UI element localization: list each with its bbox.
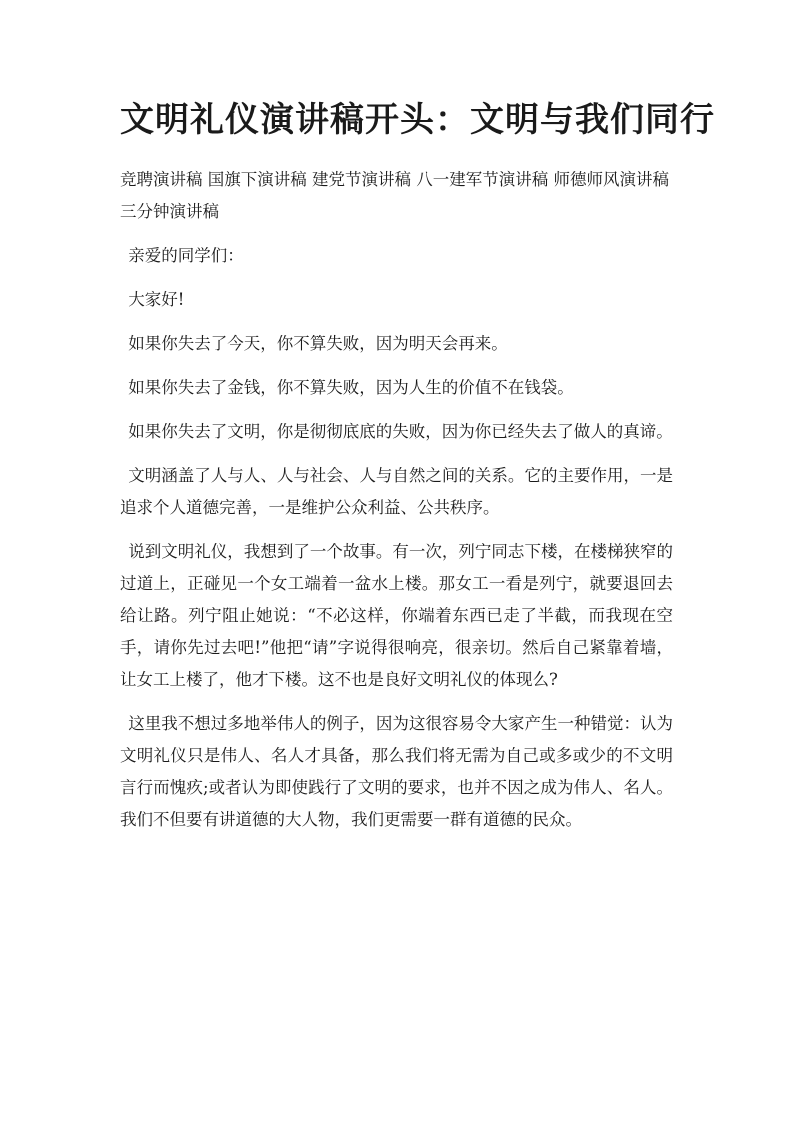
document-title: 文明礼仪演讲稿开头：文明与我们同行 <box>120 100 715 140</box>
paragraph: 这里我不想过多地举伟人的例子，因为这很容易令大家产生一种错觉：认为文明礼仪只是伟人、名人才具备，那么我们将无需为自己或多或少的不文明言行而愧疚;或者认为即使践行了文明的要求，也并不因之成为伟人、名人。我们不但要有讲道德的大人物，我们更需要一群有道德的民众。 <box>120 714 673 829</box>
paragraph: 如果你失去了今天，你不算失败，因为明天会再来。 <box>128 334 508 353</box>
paragraph-greeting: 亲爱的同学们： <box>128 246 244 265</box>
paragraph: 说到文明礼仪，我想到了一个故事。有一次，列宁同志下楼，在楼梯狭窄的过道上，正碰见一个女工端着一盆水上楼。那女工一看是列宁，就要退回去给让路。列宁阻止她说：“不必这样，你端着东西已走了半截，而我现在空手，请你先过去吧!”他把“请”字说得很响亮，很亲切。然后自己紧靠着墙，让女工上楼了，他才下楼。这不也是良好文明礼仪的体现么? <box>120 542 673 689</box>
paragraph: 如果你失去了金钱，你不算失败，因为人生的价值不在钱袋。 <box>128 378 574 397</box>
paragraph-hello: 大家好! <box>128 290 185 309</box>
paragraph: 文明涵盖了人与人、人与社会、人与自然之间的关系。它的主要作用，一是追求个人道德完善，一是维护公众利益、公共秩序。 <box>120 466 673 517</box>
related-tags: 竞聘演讲稿 国旗下演讲稿 建党节演讲稿 八一建军节演讲稿 师德师风演讲稿 三分钟演讲稿 <box>120 170 669 221</box>
paragraph: 如果你失去了文明，你是彻彻底底的失败，因为你已经失去了做人的真谛。 <box>128 422 673 441</box>
